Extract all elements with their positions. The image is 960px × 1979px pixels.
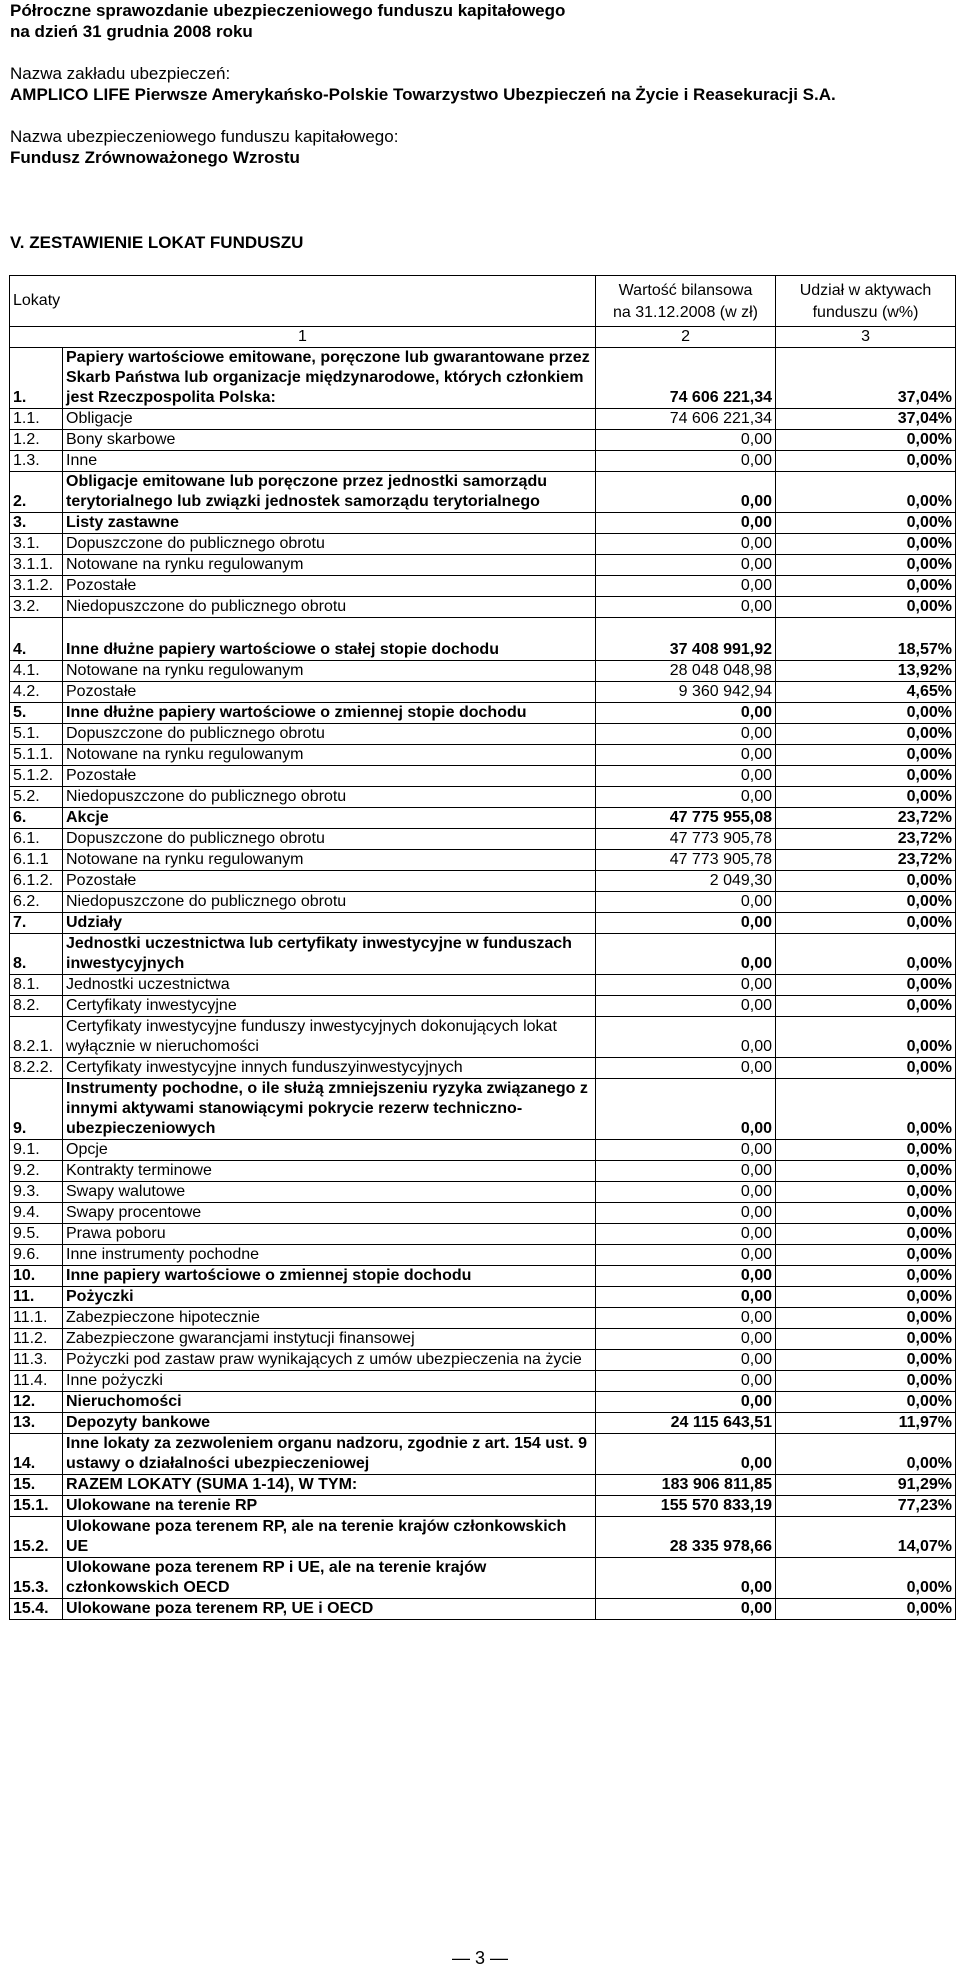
row-share: 0,00% (776, 1017, 956, 1058)
report-title-line1: Półroczne sprawozdanie ubezpieczeniowego funduszu kapitałowego (10, 1, 566, 20)
row-value: 0,00 (596, 1058, 776, 1079)
table-row (10, 1599, 956, 1620)
row-name: Inne pożyczki (63, 1371, 596, 1392)
table-header-row (10, 276, 956, 327)
row-number: 5.1. (10, 724, 63, 745)
row-share: 0,00% (776, 745, 956, 766)
row-number: 6. (10, 808, 63, 829)
fund-name: Fundusz Zrównoważonego Wzrostu (10, 148, 300, 167)
table-row (10, 724, 956, 745)
row-share: 0,00% (776, 1140, 956, 1161)
row-number: 4.1. (10, 661, 63, 682)
row-share: 0,00% (776, 934, 956, 975)
row-number: 1.2. (10, 430, 63, 451)
table-row (10, 850, 956, 871)
row-number: 15. (10, 1475, 63, 1496)
row-share: 0,00% (776, 555, 956, 576)
column-index-2: 2 (596, 327, 776, 348)
row-name: Inne papiery wartościowe o zmiennej stopie dochodu (63, 1266, 596, 1287)
row-value: 74 606 221,34 (596, 409, 776, 430)
row-number: 3.1.1. (10, 555, 63, 576)
row-number: 3.1.2. (10, 576, 63, 597)
table-row (10, 996, 956, 1017)
column-header-share-line1: Udział w aktywach (799, 282, 932, 299)
table-row (10, 1350, 956, 1371)
table-row (10, 787, 956, 808)
row-number: 3. (10, 513, 63, 534)
row-value: 0,00 (596, 1558, 776, 1599)
row-share: 0,00% (776, 996, 956, 1017)
table-row (10, 1558, 956, 1599)
row-share: 18,57% (776, 618, 956, 661)
row-number: 15.2. (10, 1517, 63, 1558)
row-share: 0,00% (776, 1287, 956, 1308)
row-name: Pozostałe (63, 576, 596, 597)
row-share: 23,72% (776, 829, 956, 850)
row-name: Notowane na rynku regulowanym (63, 745, 596, 766)
row-name: Obligacje (63, 409, 596, 430)
row-value: 9 360 942,94 (596, 682, 776, 703)
row-name: Certyfikaty inwestycyjne innych funduszyinwestycyjnych (63, 1058, 596, 1079)
table-row (10, 1475, 956, 1496)
row-name: Ulokowane na terenie RP (63, 1496, 596, 1517)
row-name: Pożyczki pod zastaw praw wynikających z umów ubezpieczenia na życie (63, 1350, 596, 1371)
row-number: 14. (10, 1434, 63, 1475)
row-value: 0,00 (596, 430, 776, 451)
row-share: 0,00% (776, 1599, 956, 1620)
row-number: 4. (10, 618, 63, 661)
row-number: 9. (10, 1079, 63, 1140)
report-header (10, 0, 950, 168)
row-share: 0,00% (776, 597, 956, 618)
row-number: 7. (10, 913, 63, 934)
row-value: 0,00 (596, 1392, 776, 1413)
row-share: 14,07% (776, 1517, 956, 1558)
row-value: 0,00 (596, 996, 776, 1017)
row-name: Niedopuszczone do publicznego obrotu (63, 892, 596, 913)
table-row (10, 555, 956, 576)
column-header-value-line2: na 31.12.2008 (w zł) (613, 304, 758, 321)
row-share: 0,00% (776, 576, 956, 597)
table-row (10, 1392, 956, 1413)
table-row (10, 1308, 956, 1329)
row-value: 0,00 (596, 787, 776, 808)
row-value: 0,00 (596, 724, 776, 745)
table-row (10, 1079, 956, 1140)
row-value: 0,00 (596, 597, 776, 618)
row-share: 0,00% (776, 1558, 956, 1599)
row-value: 37 408 991,92 (596, 618, 776, 661)
table-row (10, 1496, 956, 1517)
row-share: 13,92% (776, 661, 956, 682)
row-name: Notowane na rynku regulowanym (63, 850, 596, 871)
row-value: 0,00 (596, 745, 776, 766)
row-number: 3.1. (10, 534, 63, 555)
row-value: 0,00 (596, 472, 776, 513)
column-header-share (776, 276, 956, 327)
row-value: 0,00 (596, 1140, 776, 1161)
row-share: 0,00% (776, 787, 956, 808)
section-title: V. ZESTAWIENIE LOKAT FUNDUSZU (10, 233, 304, 252)
report-title-line2: na dzień 31 grudnia 2008 roku (10, 22, 253, 41)
row-value: 0,00 (596, 576, 776, 597)
row-value: 0,00 (596, 703, 776, 724)
row-number: 11.2. (10, 1329, 63, 1350)
row-number: 11.3. (10, 1350, 63, 1371)
row-value: 0,00 (596, 1182, 776, 1203)
investments-table (9, 275, 956, 1620)
row-name: Notowane na rynku regulowanym (63, 555, 596, 576)
row-share: 0,00% (776, 892, 956, 913)
row-name: Notowane na rynku regulowanym (63, 661, 596, 682)
row-name: Jednostki uczestnictwa (63, 975, 596, 996)
row-name: Dopuszczone do publicznego obrotu (63, 829, 596, 850)
row-number: 13. (10, 1413, 63, 1434)
row-name: Instrumenty pochodne, o ile służą zmniejszeniu ryzyka związanego z innymi aktywami stanowiącymi pokrycie rezerw techniczno-ubezpieczeniowych (63, 1079, 596, 1140)
row-share: 0,00% (776, 1245, 956, 1266)
row-share: 0,00% (776, 766, 956, 787)
row-number: 11. (10, 1287, 63, 1308)
row-share: 23,72% (776, 808, 956, 829)
row-number: 3.2. (10, 597, 63, 618)
row-value: 28 335 978,66 (596, 1517, 776, 1558)
row-share: 91,29% (776, 1475, 956, 1496)
row-name: Ulokowane poza terenem RP, UE i OECD (63, 1599, 596, 1620)
table-row (10, 1017, 956, 1058)
row-name: Inne dłużne papiery wartościowe o stałej stopie dochodu (63, 618, 596, 661)
row-name: Inne dłużne papiery wartościowe o zmiennej stopie dochodu (63, 703, 596, 724)
row-value: 74 606 221,34 (596, 348, 776, 409)
table-row (10, 1434, 956, 1475)
row-share: 11,97% (776, 1413, 956, 1434)
row-name: Pożyczki (63, 1287, 596, 1308)
row-value: 0,00 (596, 534, 776, 555)
row-number: 9.1. (10, 1140, 63, 1161)
row-name: Ulokowane poza terenem RP i UE, ale na terenie krajów członkowskich OECD (63, 1558, 596, 1599)
row-number: 6.1. (10, 829, 63, 850)
column-header-value (596, 276, 776, 327)
row-share: 0,00% (776, 1266, 956, 1287)
row-number: 1.1. (10, 409, 63, 430)
row-number: 9.5. (10, 1224, 63, 1245)
table-row (10, 1140, 956, 1161)
row-share: 37,04% (776, 348, 956, 409)
table-row (10, 934, 956, 975)
row-name: Certyfikaty inwestycyjne funduszy inwestycyjnych dokonujących lokat wyłącznie w nieruchomości (63, 1017, 596, 1058)
row-share: 4,65% (776, 682, 956, 703)
row-share: 0,00% (776, 1350, 956, 1371)
table-row (10, 682, 956, 703)
row-name: Niedopuszczone do publicznego obrotu (63, 597, 596, 618)
table-row (10, 1182, 956, 1203)
row-share: 0,00% (776, 913, 956, 934)
row-number: 15.3. (10, 1558, 63, 1599)
table-row (10, 1413, 956, 1434)
row-value: 0,00 (596, 1266, 776, 1287)
row-value: 0,00 (596, 1017, 776, 1058)
row-share: 0,00% (776, 724, 956, 745)
column-index-1: 1 (10, 327, 596, 348)
row-name: Zabezpieczone hipotecznie (63, 1308, 596, 1329)
table-row (10, 1245, 956, 1266)
row-name: Pozostałe (63, 682, 596, 703)
table-row (10, 808, 956, 829)
row-name: Papiery wartościowe emitowane, poręczone lub gwarantowane przez Skarb Państwa lub organizacje międzynarodowe, których członkiem jest Rzeczpospolita Polska: (63, 348, 596, 409)
row-number: 11.4. (10, 1371, 63, 1392)
row-name: Inne instrumenty pochodne (63, 1245, 596, 1266)
row-share: 0,00% (776, 1371, 956, 1392)
row-share: 0,00% (776, 1224, 956, 1245)
table-row (10, 1161, 956, 1182)
row-name: Nieruchomości (63, 1392, 596, 1413)
row-value: 0,00 (596, 934, 776, 975)
row-value: 0,00 (596, 913, 776, 934)
row-name: Dopuszczone do publicznego obrotu (63, 534, 596, 555)
row-share: 77,23% (776, 1496, 956, 1517)
row-share: 0,00% (776, 1308, 956, 1329)
table-row (10, 661, 956, 682)
table-row (10, 913, 956, 934)
row-share: 0,00% (776, 430, 956, 451)
row-name: Dopuszczone do publicznego obrotu (63, 724, 596, 745)
table-row (10, 1517, 956, 1558)
table-row (10, 348, 956, 409)
row-share: 0,00% (776, 513, 956, 534)
row-number: 2. (10, 472, 63, 513)
row-number: 6.2. (10, 892, 63, 913)
row-name: Udziały (63, 913, 596, 934)
row-value: 47 775 955,08 (596, 808, 776, 829)
insurer-label: Nazwa zakładu ubezpieczeń: (10, 64, 231, 83)
row-value: 0,00 (596, 1079, 776, 1140)
row-number: 8.2.2. (10, 1058, 63, 1079)
column-header-value-line1: Wartość bilansowa (618, 282, 753, 299)
row-number: 8.2. (10, 996, 63, 1017)
row-number: 5.1.1. (10, 745, 63, 766)
row-share: 0,00% (776, 1079, 956, 1140)
row-name: Opcje (63, 1140, 596, 1161)
row-value: 24 115 643,51 (596, 1413, 776, 1434)
table-row (10, 1224, 956, 1245)
row-value: 0,00 (596, 1287, 776, 1308)
row-number: 9.3. (10, 1182, 63, 1203)
row-number: 8. (10, 934, 63, 975)
table-row (10, 766, 956, 787)
page-number: — 3 — (451, 1948, 508, 1968)
row-name: Listy zastawne (63, 513, 596, 534)
row-number: 15.1. (10, 1496, 63, 1517)
row-share: 0,00% (776, 1392, 956, 1413)
row-value: 0,00 (596, 975, 776, 996)
table-row (10, 472, 956, 513)
row-value: 0,00 (596, 513, 776, 534)
row-share: 0,00% (776, 1203, 956, 1224)
row-name: Prawa poboru (63, 1224, 596, 1245)
row-name: Swapy procentowe (63, 1203, 596, 1224)
row-value: 0,00 (596, 1203, 776, 1224)
row-share: 0,00% (776, 472, 956, 513)
row-name: Pozostałe (63, 871, 596, 892)
row-name: Jednostki uczestnictwa lub certyfikaty inwestycyjne w funduszach inwestycyjnych (63, 934, 596, 975)
row-value: 0,00 (596, 451, 776, 472)
row-number: 1.3. (10, 451, 63, 472)
row-number: 9.6. (10, 1245, 63, 1266)
row-value: 183 906 811,85 (596, 1475, 776, 1496)
row-value: 0,00 (596, 1224, 776, 1245)
row-name: Bony skarbowe (63, 430, 596, 451)
row-share: 0,00% (776, 871, 956, 892)
row-number: 11.1. (10, 1308, 63, 1329)
row-value: 155 570 833,19 (596, 1496, 776, 1517)
table-row (10, 1266, 956, 1287)
row-name: Obligacje emitowane lub poręczone przez jednostki samorządu terytorialnego lub związki jednostek samorządu terytorialnego (63, 472, 596, 513)
table-row (10, 409, 956, 430)
row-share: 0,00% (776, 1058, 956, 1079)
table-row (10, 892, 956, 913)
table-row (10, 430, 956, 451)
row-name: Pozostałe (63, 766, 596, 787)
row-name: Inne lokaty za zezwoleniem organu nadzoru, zgodnie z art. 154 ust. 9 ustawy o działalności ubezpieczeniowej (63, 1434, 596, 1475)
table-row (10, 703, 956, 724)
table-row (10, 618, 956, 661)
table-row (10, 871, 956, 892)
row-value: 0,00 (596, 892, 776, 913)
column-header-lokaty: Lokaty (10, 276, 596, 327)
row-share: 23,72% (776, 850, 956, 871)
table-row (10, 1287, 956, 1308)
row-value: 0,00 (596, 1245, 776, 1266)
row-value: 47 773 905,78 (596, 829, 776, 850)
row-number: 5. (10, 703, 63, 724)
row-number: 4.2. (10, 682, 63, 703)
row-number: 8.2.1. (10, 1017, 63, 1058)
row-value: 0,00 (596, 1350, 776, 1371)
row-share: 0,00% (776, 975, 956, 996)
row-name: Certyfikaty inwestycyjne (63, 996, 596, 1017)
table-index-row (10, 327, 956, 348)
row-number: 9.2. (10, 1161, 63, 1182)
row-name: Zabezpieczone gwarancjami instytucji finansowej (63, 1329, 596, 1350)
row-share: 0,00% (776, 1329, 956, 1350)
row-value: 47 773 905,78 (596, 850, 776, 871)
table-row (10, 829, 956, 850)
row-share: 0,00% (776, 534, 956, 555)
row-share: 0,00% (776, 703, 956, 724)
row-share: 0,00% (776, 1161, 956, 1182)
row-name: Akcje (63, 808, 596, 829)
table-row (10, 975, 956, 996)
row-name: Depozyty bankowe (63, 1413, 596, 1434)
row-name: RAZEM LOKATY (SUMA 1-14), W TYM: (63, 1475, 596, 1496)
row-number: 12. (10, 1392, 63, 1413)
row-number: 5.1.2. (10, 766, 63, 787)
column-index-3: 3 (776, 327, 956, 348)
row-value: 0,00 (596, 766, 776, 787)
table-row (10, 513, 956, 534)
row-number: 8.1. (10, 975, 63, 996)
table-row (10, 745, 956, 766)
row-value: 0,00 (596, 1161, 776, 1182)
table-row (10, 1371, 956, 1392)
row-name: Niedopuszczone do publicznego obrotu (63, 787, 596, 808)
row-value: 0,00 (596, 1308, 776, 1329)
table-row (10, 1329, 956, 1350)
row-value: 0,00 (596, 1434, 776, 1475)
row-share: 0,00% (776, 451, 956, 472)
row-share: 37,04% (776, 409, 956, 430)
row-value: 0,00 (596, 1329, 776, 1350)
row-name: Inne (63, 451, 596, 472)
table-row (10, 1058, 956, 1079)
row-number: 10. (10, 1266, 63, 1287)
row-value: 0,00 (596, 555, 776, 576)
column-header-share-line2: funduszu (w%) (812, 304, 919, 321)
row-value: 2 049,30 (596, 871, 776, 892)
row-share: 0,00% (776, 1434, 956, 1475)
table-row (10, 576, 956, 597)
fund-label: Nazwa ubezpieczeniowego funduszu kapitałowego: (10, 127, 399, 146)
row-number: 6.1.2. (10, 871, 63, 892)
row-share: 0,00% (776, 1182, 956, 1203)
table-body (10, 348, 956, 1620)
row-name: Ulokowane poza terenem RP, ale na terenie krajów członkowskich UE (63, 1517, 596, 1558)
row-number: 15.4. (10, 1599, 63, 1620)
row-value: 0,00 (596, 1599, 776, 1620)
table-row (10, 597, 956, 618)
table-row (10, 534, 956, 555)
row-value: 0,00 (596, 1371, 776, 1392)
row-name: Kontrakty terminowe (63, 1161, 596, 1182)
table-row (10, 451, 956, 472)
row-number: 6.1.1 (10, 850, 63, 871)
table-row (10, 1203, 956, 1224)
row-name: Swapy walutowe (63, 1182, 596, 1203)
insurer-name: AMPLICO LIFE Pierwsze Amerykańsko-Polskie Towarzystwo Ubezpieczeń na Życie i Reasekuracji S.A. (10, 85, 836, 104)
row-number: 9.4. (10, 1203, 63, 1224)
row-number: 5.2. (10, 787, 63, 808)
row-number: 1. (10, 348, 63, 409)
row-value: 28 048 048,98 (596, 661, 776, 682)
